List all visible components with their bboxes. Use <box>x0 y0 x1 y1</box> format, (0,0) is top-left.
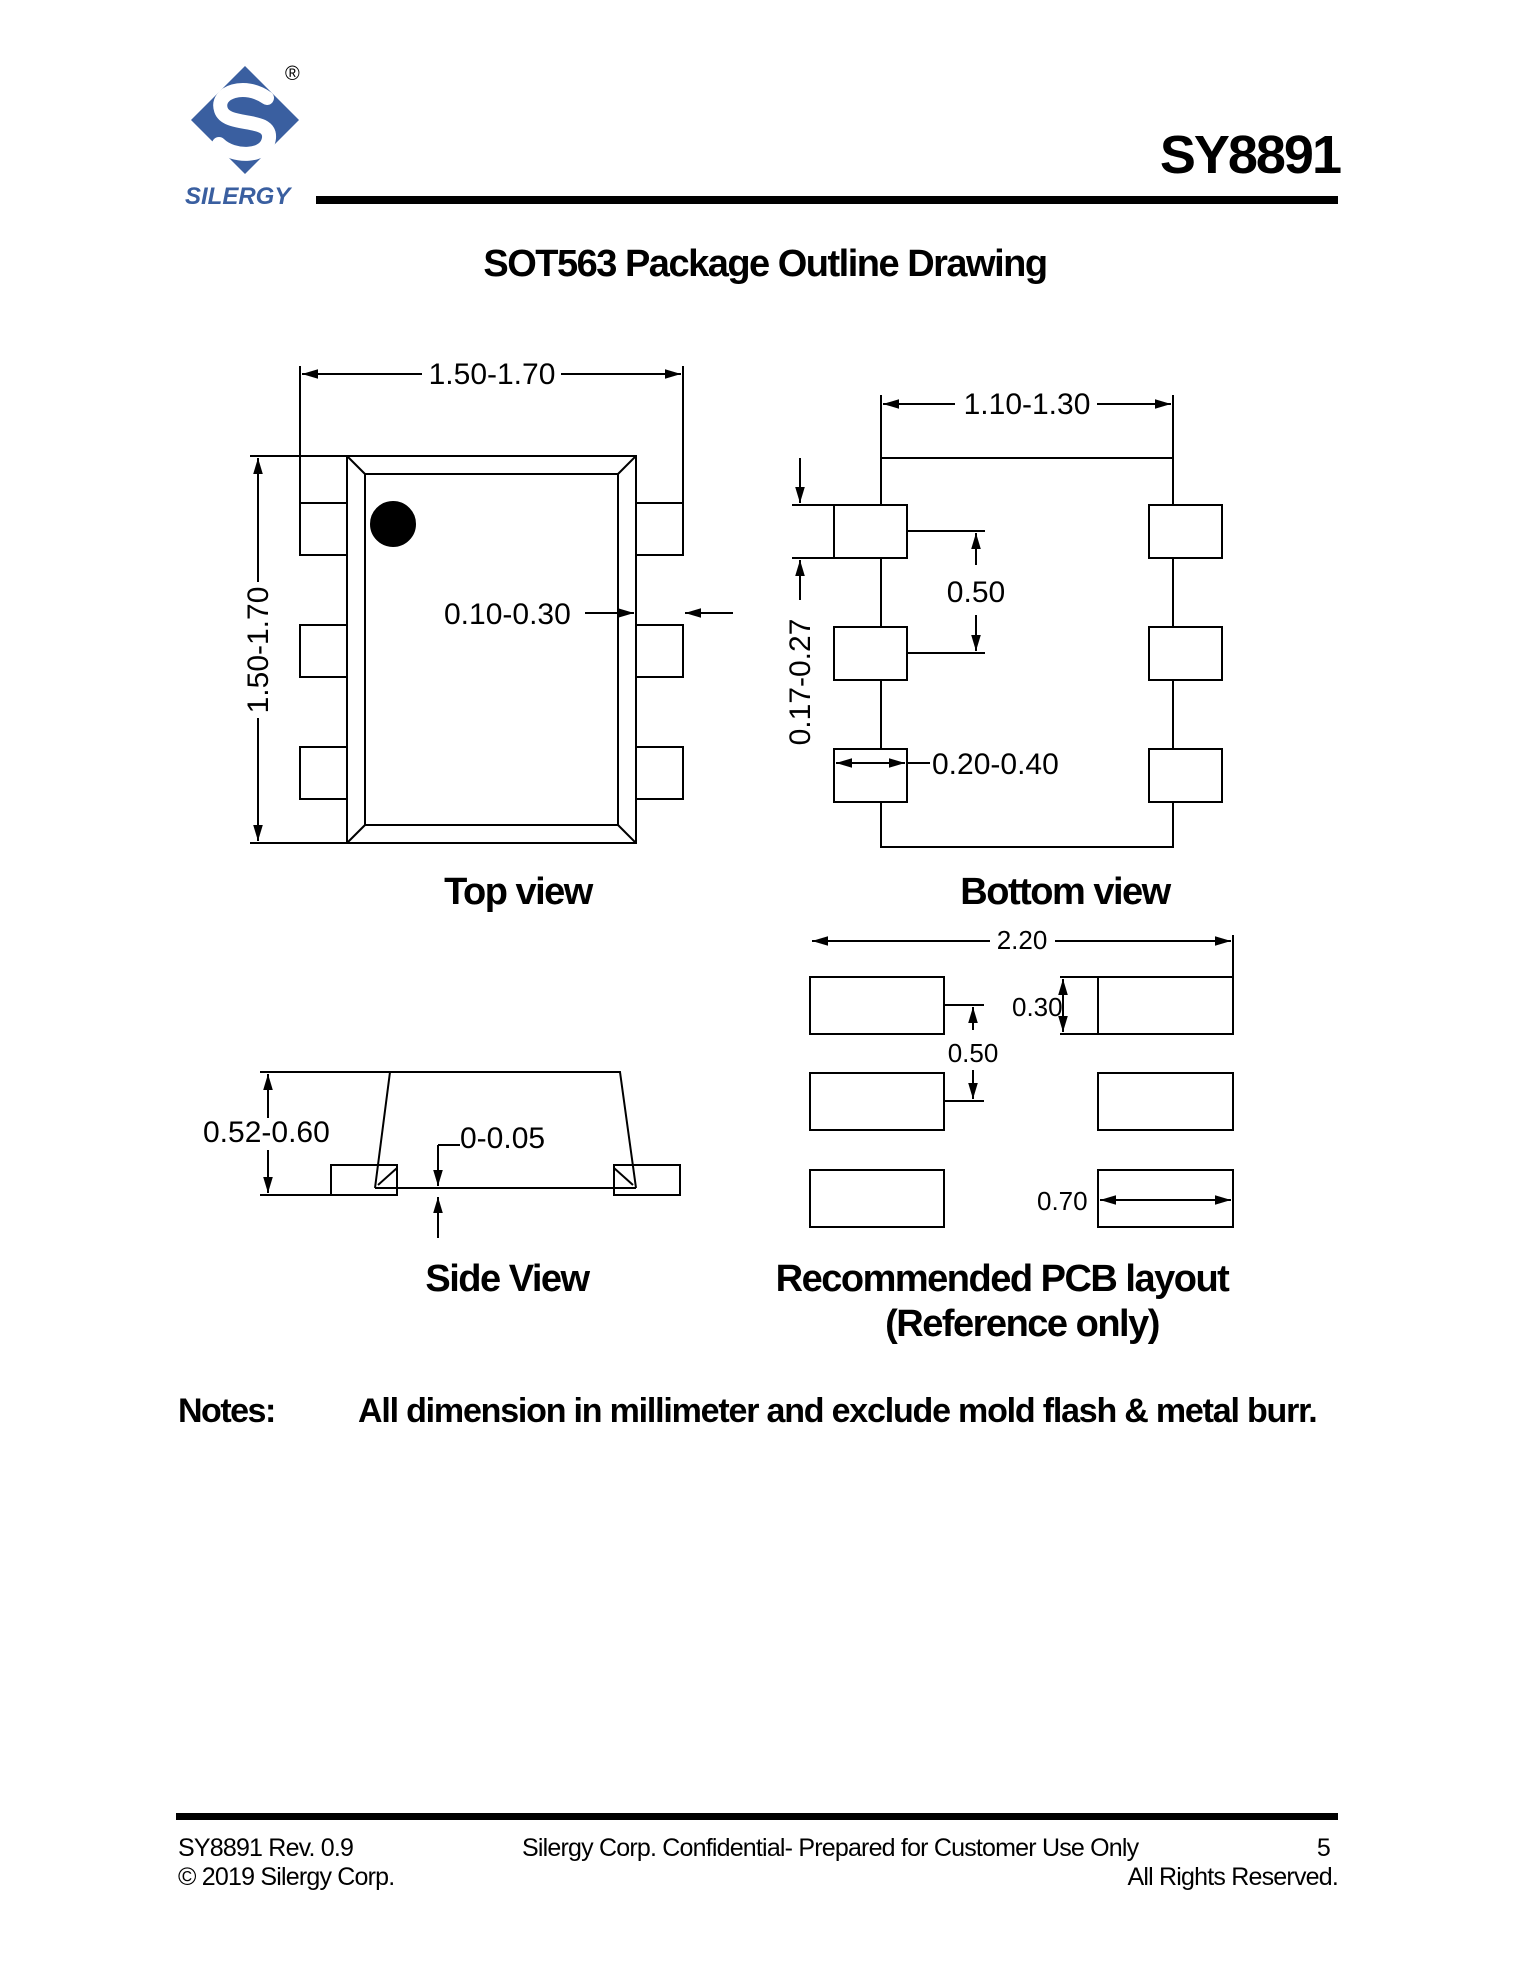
pcb-layout <box>810 935 1233 1227</box>
side-lead <box>614 1165 680 1195</box>
footer-rights: All Rights Reserved. <box>1127 1863 1338 1891</box>
pcb-pad <box>810 1073 944 1130</box>
side-view <box>260 1072 680 1238</box>
pcb-span-dim: 2.20 <box>996 925 1048 955</box>
bottom-width-dim: 1.10-1.30 <box>963 388 1091 421</box>
side-view-label: Side View <box>425 1258 589 1300</box>
pcb-pad-length-dim: 0.70 <box>1037 1186 1088 1216</box>
bottom-pad <box>1149 627 1222 680</box>
footer-page-number: 5 <box>1316 1834 1330 1862</box>
pcb-pitch-dim: 0.50 <box>947 1038 999 1068</box>
lead <box>636 747 683 799</box>
notes-text: All dimension in millimeter and exclude mold flash & metal burr. <box>358 1392 1317 1430</box>
bottom-pad <box>834 627 907 680</box>
bottom-view-label: Bottom view <box>960 871 1170 913</box>
bottom-pad <box>1149 505 1222 558</box>
footer-copyright: © 2019 Silergy Corp. <box>178 1863 395 1891</box>
bottom-pitch-dim: 0.50 <box>946 576 1006 609</box>
lead <box>636 625 683 677</box>
top-lead-dim: 0.10-0.30 <box>444 598 571 631</box>
pcb-pad <box>810 977 944 1034</box>
pcb-pad <box>1098 1073 1233 1130</box>
side-standoff-dim: 0-0.05 <box>460 1122 546 1155</box>
pcb-layout-label: Recommended PCB layout <box>775 1258 1229 1300</box>
bottom-pad <box>1149 749 1222 802</box>
pcb-pad <box>1098 977 1233 1034</box>
lead <box>300 503 347 555</box>
registered-mark: ® <box>285 63 300 85</box>
pcb-pad <box>1098 1170 1233 1227</box>
pcb-pad-width-dim: 0.30 <box>1012 992 1063 1022</box>
bottom-pad <box>834 505 907 558</box>
top-view-label: Top view <box>444 871 592 913</box>
lead <box>300 625 347 677</box>
bottom-pad <box>834 749 907 802</box>
notes-label: Notes: <box>178 1392 275 1430</box>
document-title: SOT563 Package Outline Drawing <box>483 243 1047 285</box>
side-height-dim: 0.52-0.60 <box>203 1116 330 1149</box>
pcb-layout-sublabel: (Reference only) <box>885 1303 1159 1345</box>
part-number: SY8891 <box>1159 125 1340 185</box>
top-width-dim: 1.50-1.70 <box>428 358 556 391</box>
logo-wordmark: SILERGY <box>185 183 291 208</box>
bottom-lead-width-dim: 0.17-0.27 <box>784 618 817 746</box>
footer-rule <box>176 1813 1338 1820</box>
pcb-pad <box>810 1170 944 1227</box>
top-height-dim: 1.50-1.70 <box>242 586 275 714</box>
lead <box>636 503 683 555</box>
side-lead <box>331 1165 397 1195</box>
bottom-lead-length-dim: 0.20-0.40 <box>932 748 1059 781</box>
footer-confidential: Silergy Corp. Confidential- Prepared for Customer Use Only <box>522 1834 1139 1862</box>
pin1-marker <box>371 502 415 546</box>
lead <box>300 747 347 799</box>
footer-revision: SY8891 Rev. 0.9 <box>178 1834 354 1862</box>
